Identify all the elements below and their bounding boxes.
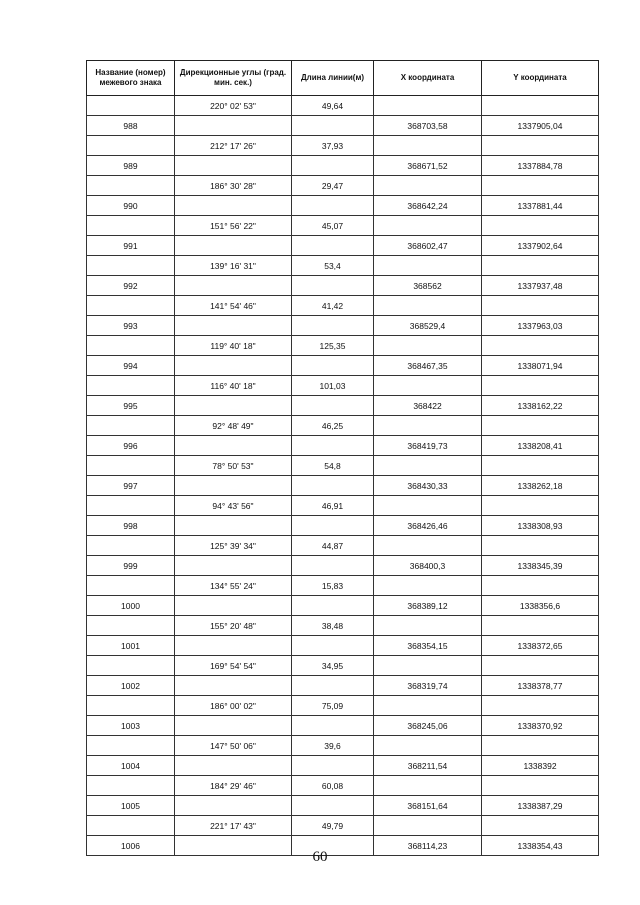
cell-line-length: 39,6	[292, 736, 374, 756]
cell-direction-angle	[175, 436, 292, 456]
cell-line-length	[292, 276, 374, 296]
table-row	[87, 96, 599, 116]
cell-marker-name	[87, 336, 175, 356]
header-y-coordinate: Y координата	[482, 61, 599, 96]
cell-direction-angle	[175, 396, 292, 416]
cell-marker-name: 1002	[87, 676, 175, 696]
cell-marker-name: 1003	[87, 716, 175, 736]
cell-y-coordinate: 1338356,6	[482, 596, 599, 616]
table-row	[87, 796, 599, 816]
table-body	[87, 96, 599, 856]
cell-y-coordinate	[482, 576, 599, 596]
cell-y-coordinate: 1337937,48	[482, 276, 599, 296]
cell-direction-angle: 169° 54' 54"	[175, 656, 292, 676]
cell-x-coordinate: 368400,3	[374, 556, 482, 576]
table-header-row	[87, 61, 599, 96]
cell-line-length: 29,47	[292, 176, 374, 196]
table-row	[87, 196, 599, 216]
cell-line-length	[292, 796, 374, 816]
cell-direction-angle	[175, 596, 292, 616]
table-row	[87, 556, 599, 576]
table-row	[87, 736, 599, 756]
table-row	[87, 156, 599, 176]
cell-marker-name	[87, 176, 175, 196]
cell-marker-name: 999	[87, 556, 175, 576]
cell-line-length: 46,91	[292, 496, 374, 516]
cell-line-length	[292, 236, 374, 256]
cell-marker-name: 997	[87, 476, 175, 496]
cell-x-coordinate: 368642,24	[374, 196, 482, 216]
cell-direction-angle	[175, 636, 292, 656]
cell-line-length: 53,4	[292, 256, 374, 276]
cell-marker-name: 989	[87, 156, 175, 176]
table-row	[87, 336, 599, 356]
cell-direction-angle	[175, 316, 292, 336]
cell-marker-name: 992	[87, 276, 175, 296]
cell-direction-angle: 139° 16' 31"	[175, 256, 292, 276]
table-row	[87, 756, 599, 776]
cell-x-coordinate	[374, 456, 482, 476]
cell-direction-angle: 147° 50' 06"	[175, 736, 292, 756]
cell-x-coordinate: 368422	[374, 396, 482, 416]
cell-y-coordinate	[482, 176, 599, 196]
cell-y-coordinate	[482, 296, 599, 316]
cell-x-coordinate	[374, 816, 482, 836]
cell-marker-name	[87, 216, 175, 236]
cell-marker-name: 996	[87, 436, 175, 456]
cell-line-length	[292, 676, 374, 696]
table-row	[87, 436, 599, 456]
table-row	[87, 216, 599, 236]
cell-line-length: 46,25	[292, 416, 374, 436]
cell-direction-angle: 186° 30' 28"	[175, 176, 292, 196]
table-row	[87, 716, 599, 736]
cell-direction-angle: 92° 48' 49"	[175, 416, 292, 436]
cell-marker-name: 1004	[87, 756, 175, 776]
cell-x-coordinate: 368211,54	[374, 756, 482, 776]
cell-line-length	[292, 476, 374, 496]
cell-y-coordinate: 1337902,64	[482, 236, 599, 256]
cell-direction-angle	[175, 676, 292, 696]
cell-line-length	[292, 196, 374, 216]
cell-marker-name	[87, 496, 175, 516]
cell-y-coordinate: 1338308,93	[482, 516, 599, 536]
cell-line-length: 15,83	[292, 576, 374, 596]
cell-direction-angle	[175, 756, 292, 776]
cell-x-coordinate	[374, 736, 482, 756]
cell-x-coordinate: 368354,15	[374, 636, 482, 656]
cell-marker-name	[87, 296, 175, 316]
cell-x-coordinate: 368319,74	[374, 676, 482, 696]
cell-y-coordinate	[482, 736, 599, 756]
cell-x-coordinate: 368562	[374, 276, 482, 296]
cell-marker-name	[87, 96, 175, 116]
cell-x-coordinate: 368419,73	[374, 436, 482, 456]
table-row	[87, 396, 599, 416]
cell-marker-name	[87, 256, 175, 276]
table-row	[87, 636, 599, 656]
cell-line-length	[292, 636, 374, 656]
cell-line-length	[292, 156, 374, 176]
cell-line-length: 44,87	[292, 536, 374, 556]
cell-y-coordinate	[482, 536, 599, 556]
cell-marker-name: 994	[87, 356, 175, 376]
cell-marker-name	[87, 576, 175, 596]
table-row	[87, 296, 599, 316]
cell-line-length	[292, 356, 374, 376]
cell-line-length: 101,03	[292, 376, 374, 396]
table-row	[87, 536, 599, 556]
cell-marker-name: 1006	[87, 836, 175, 856]
cell-x-coordinate	[374, 136, 482, 156]
cell-line-length: 60,08	[292, 776, 374, 796]
cell-x-coordinate	[374, 416, 482, 436]
cell-line-length	[292, 756, 374, 776]
cell-line-length	[292, 516, 374, 536]
page-number: 60	[312, 849, 328, 865]
table-row	[87, 356, 599, 376]
cell-y-coordinate: 1338208,41	[482, 436, 599, 456]
cell-line-length	[292, 556, 374, 576]
cell-line-length: 54,8	[292, 456, 374, 476]
cell-line-length	[292, 716, 374, 736]
cell-x-coordinate	[374, 536, 482, 556]
table-row	[87, 676, 599, 696]
cell-line-length: 125,35	[292, 336, 374, 356]
cell-y-coordinate	[482, 496, 599, 516]
cell-direction-angle	[175, 556, 292, 576]
table-row	[87, 276, 599, 296]
cell-line-length: 49,64	[292, 96, 374, 116]
table-row	[87, 116, 599, 136]
cell-direction-angle: 155° 20' 48"	[175, 616, 292, 636]
table-row	[87, 816, 599, 836]
cell-direction-angle	[175, 236, 292, 256]
cell-marker-name: 1001	[87, 636, 175, 656]
table-row	[87, 236, 599, 256]
cell-x-coordinate: 368671,52	[374, 156, 482, 176]
cell-x-coordinate	[374, 656, 482, 676]
cell-y-coordinate: 1337905,04	[482, 116, 599, 136]
table-row	[87, 616, 599, 636]
cell-marker-name	[87, 616, 175, 636]
cell-line-length: 49,79	[292, 816, 374, 836]
cell-y-coordinate: 1337963,03	[482, 316, 599, 336]
cell-y-coordinate	[482, 376, 599, 396]
table-row	[87, 496, 599, 516]
cell-x-coordinate: 368426,46	[374, 516, 482, 536]
cell-y-coordinate: 1338392	[482, 756, 599, 776]
table-row	[87, 656, 599, 676]
cell-x-coordinate	[374, 256, 482, 276]
cell-direction-angle	[175, 716, 292, 736]
table-row	[87, 516, 599, 536]
cell-y-coordinate	[482, 776, 599, 796]
cell-direction-angle: 186° 00' 02"	[175, 696, 292, 716]
cell-direction-angle: 94° 43' 56"	[175, 496, 292, 516]
cell-x-coordinate: 368602,47	[374, 236, 482, 256]
cell-line-length: 45,07	[292, 216, 374, 236]
cell-y-coordinate: 1338345,39	[482, 556, 599, 576]
cell-y-coordinate: 1337884,78	[482, 156, 599, 176]
cell-y-coordinate: 1338387,29	[482, 796, 599, 816]
header-direction-angle: Дирекционные углы (град. мин. сек.)	[175, 61, 292, 96]
cell-direction-angle: 116° 40' 18"	[175, 376, 292, 396]
cell-x-coordinate: 368529,4	[374, 316, 482, 336]
cell-marker-name	[87, 136, 175, 156]
header-x-coordinate: X координата	[374, 61, 482, 96]
cell-y-coordinate: 1338372,65	[482, 636, 599, 656]
cell-y-coordinate	[482, 336, 599, 356]
cell-marker-name: 991	[87, 236, 175, 256]
cell-y-coordinate	[482, 416, 599, 436]
cell-marker-name: 998	[87, 516, 175, 536]
cell-direction-angle: 151° 56' 22"	[175, 216, 292, 236]
cell-y-coordinate	[482, 616, 599, 636]
cell-y-coordinate	[482, 696, 599, 716]
cell-direction-angle	[175, 796, 292, 816]
cell-line-length: 34,95	[292, 656, 374, 676]
cell-direction-angle: 220° 02' 53"	[175, 96, 292, 116]
cell-x-coordinate	[374, 576, 482, 596]
coordinates-table	[86, 60, 599, 856]
cell-y-coordinate	[482, 96, 599, 116]
table-row	[87, 136, 599, 156]
cell-marker-name	[87, 696, 175, 716]
cell-x-coordinate: 368430,33	[374, 476, 482, 496]
header-line-length: Длина линии(м)	[292, 61, 374, 96]
cell-y-coordinate	[482, 456, 599, 476]
cell-direction-angle: 78° 50' 53"	[175, 456, 292, 476]
cell-direction-angle: 141° 54' 46"	[175, 296, 292, 316]
cell-line-length	[292, 436, 374, 456]
cell-x-coordinate: 368151,64	[374, 796, 482, 816]
cell-marker-name	[87, 456, 175, 476]
cell-x-coordinate	[374, 696, 482, 716]
cell-line-length	[292, 596, 374, 616]
cell-direction-angle	[175, 356, 292, 376]
cell-marker-name	[87, 536, 175, 556]
cell-line-length	[292, 316, 374, 336]
cell-direction-angle: 221° 17' 43"	[175, 816, 292, 836]
cell-line-length	[292, 396, 374, 416]
table-row	[87, 596, 599, 616]
cell-marker-name: 988	[87, 116, 175, 136]
cell-marker-name	[87, 656, 175, 676]
cell-y-coordinate: 1338354,43	[482, 836, 599, 856]
cell-y-coordinate: 1338378,77	[482, 676, 599, 696]
cell-direction-angle	[175, 476, 292, 496]
cell-x-coordinate	[374, 176, 482, 196]
cell-y-coordinate	[482, 256, 599, 276]
cell-direction-angle: 134° 55' 24"	[175, 576, 292, 596]
cell-marker-name	[87, 776, 175, 796]
cell-direction-angle: 212° 17' 26"	[175, 136, 292, 156]
table-row	[87, 696, 599, 716]
cell-line-length: 75,09	[292, 696, 374, 716]
table-row	[87, 256, 599, 276]
cell-marker-name: 990	[87, 196, 175, 216]
cell-x-coordinate	[374, 336, 482, 356]
cell-direction-angle	[175, 116, 292, 136]
cell-marker-name	[87, 416, 175, 436]
cell-y-coordinate	[482, 216, 599, 236]
cell-line-length: 37,93	[292, 136, 374, 156]
cell-direction-angle: 125° 39' 34"	[175, 536, 292, 556]
cell-x-coordinate	[374, 296, 482, 316]
table-row	[87, 376, 599, 396]
cell-marker-name: 993	[87, 316, 175, 336]
cell-direction-angle	[175, 156, 292, 176]
cell-marker-name	[87, 376, 175, 396]
cell-direction-angle: 119° 40' 18"	[175, 336, 292, 356]
cell-y-coordinate	[482, 656, 599, 676]
table-row	[87, 576, 599, 596]
cell-y-coordinate: 1338162,22	[482, 396, 599, 416]
cell-marker-name	[87, 736, 175, 756]
cell-x-coordinate	[374, 216, 482, 236]
cell-x-coordinate	[374, 376, 482, 396]
cell-marker-name: 995	[87, 396, 175, 416]
cell-line-length: 38,48	[292, 616, 374, 636]
cell-direction-angle	[175, 516, 292, 536]
cell-x-coordinate: 368467,35	[374, 356, 482, 376]
cell-direction-angle: 184° 29' 46"	[175, 776, 292, 796]
table-row	[87, 416, 599, 436]
cell-y-coordinate: 1337881,44	[482, 196, 599, 216]
cell-x-coordinate: 368114,23	[374, 836, 482, 856]
header-marker-name: Название (номер) межевого знака	[87, 61, 175, 96]
cell-x-coordinate	[374, 776, 482, 796]
cell-marker-name: 1005	[87, 796, 175, 816]
table-row	[87, 776, 599, 796]
cell-y-coordinate: 1338370,92	[482, 716, 599, 736]
cell-y-coordinate: 1338071,94	[482, 356, 599, 376]
cell-x-coordinate: 368703,58	[374, 116, 482, 136]
cell-x-coordinate	[374, 96, 482, 116]
table-row	[87, 476, 599, 496]
cell-marker-name	[87, 816, 175, 836]
table-row	[87, 176, 599, 196]
table-row	[87, 456, 599, 476]
cell-line-length	[292, 116, 374, 136]
cell-y-coordinate: 1338262,18	[482, 476, 599, 496]
cell-x-coordinate	[374, 496, 482, 516]
cell-marker-name: 1000	[87, 596, 175, 616]
cell-y-coordinate	[482, 816, 599, 836]
cell-y-coordinate	[482, 136, 599, 156]
cell-line-length: 41,42	[292, 296, 374, 316]
cell-direction-angle	[175, 276, 292, 296]
cell-x-coordinate	[374, 616, 482, 636]
table-row	[87, 316, 599, 336]
cell-x-coordinate: 368245,06	[374, 716, 482, 736]
cell-x-coordinate: 368389,12	[374, 596, 482, 616]
cell-direction-angle	[175, 196, 292, 216]
